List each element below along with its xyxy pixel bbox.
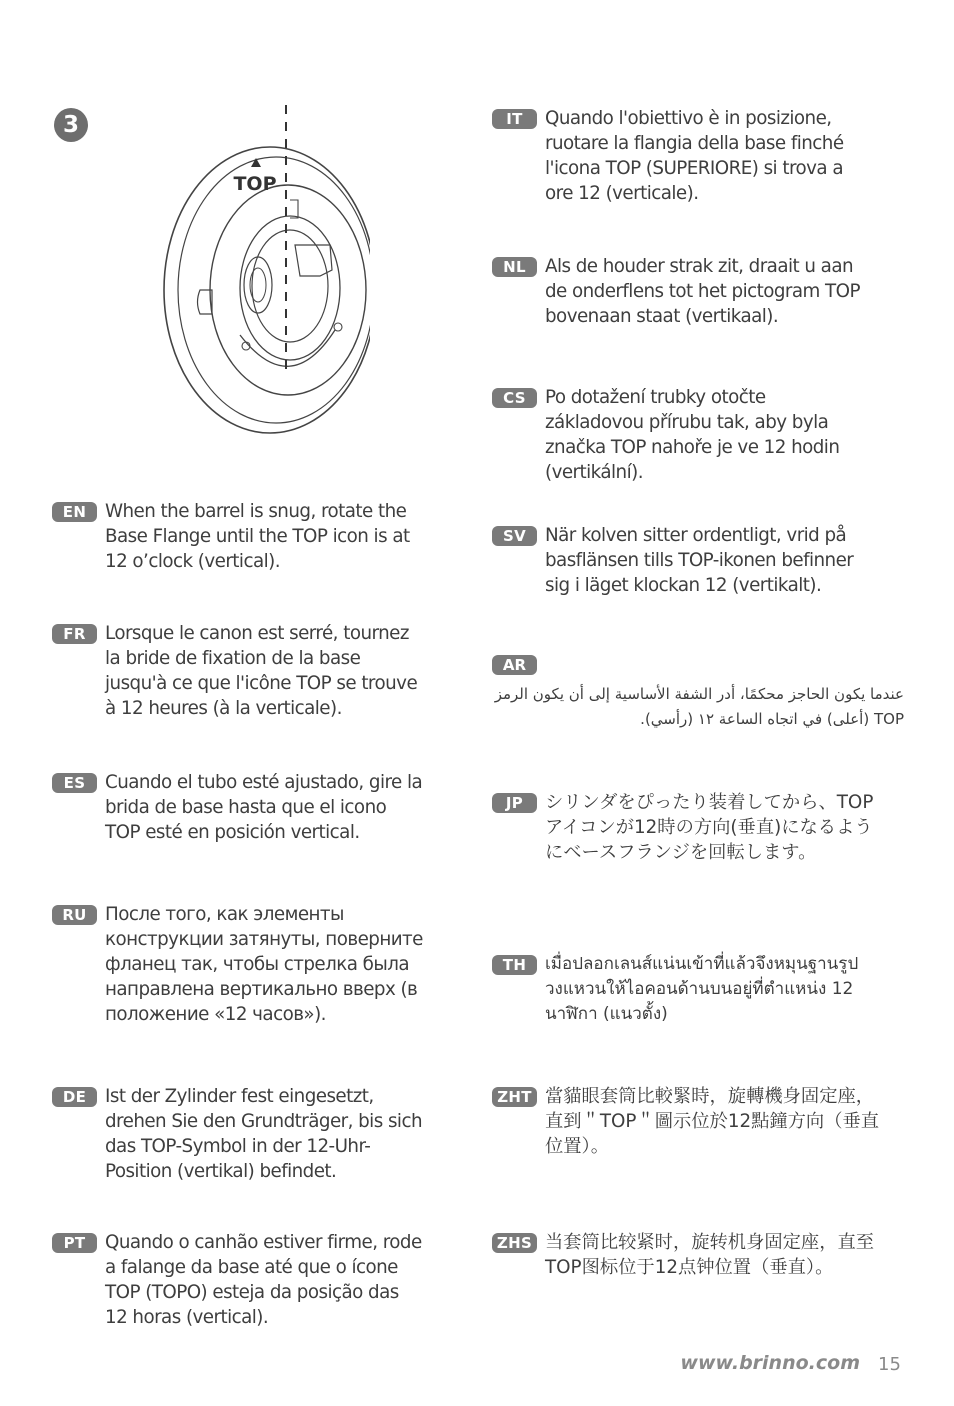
entry-text-es: Cuando el tubo esté ajustado, gire la brida de base hasta que el icono TOP esté en posición vertical.	[105, 772, 423, 843]
entry-text-en: When the barrel is snug, rotate the Base Flange until the TOP icon is at 12 o’clock (vertical).	[105, 501, 410, 572]
entry-de	[52, 1084, 424, 1184]
lang-badge-ar: AR	[492, 655, 537, 675]
lang-badge-nl: NL	[492, 257, 537, 277]
entry-pt	[52, 1230, 424, 1330]
entry-text-nl: Als de houder strak zit, draait u aan de onderflens tot het pictogram TOP bovenaan staat (vertikaal).	[545, 256, 860, 327]
entry-fr	[52, 621, 424, 721]
lang-badge-ru: RU	[52, 905, 97, 925]
entry-zht	[492, 1084, 880, 1159]
footer-url: www.brinno.com	[680, 1352, 860, 1374]
entry-text-jp: シリンダをぴったり装着してから、TOPアイコンが12時の方向(垂直)になるようにベースフランジを回転します。	[545, 792, 874, 863]
entry-text-ar: عندما يكون الحاجز محكمًا، أدر الشفة الأساسية إلى أن يكون الرمز TOP (أعلى) في اتجاه الساعة ١٢ (رأسي).	[494, 685, 904, 728]
entry-text-th: เมื่อปลอกเลนส์แน่นเข้าที่แล้วจึงหมุนฐานรูปวงแหวนให้ไอคอนด้านบนอยู่ที่ตำแหน่ง 12 นาฬิกา (แนวตั้ง)	[545, 954, 859, 1024]
entry-zhs	[492, 1230, 875, 1280]
entry-en	[52, 499, 424, 574]
entry-text-zht: 當貓眼套筒比較緊時，旋轉機身固定座，直到＂TOP＂圖示位於12點鐘方向（垂直位置）。	[545, 1086, 880, 1157]
lang-badge-sv: SV	[492, 526, 537, 546]
lang-badge-cs: CS	[492, 388, 537, 408]
lang-badge-en: EN	[52, 502, 97, 522]
page-number: 15	[878, 1354, 901, 1375]
entry-text-fr: Lorsque le canon est serré, tournez la bride de fixation de la base jusqu'à ce que l'icône TOP se trouve à 12 heures (à la verticale).	[105, 623, 418, 719]
step-number-badge: 3	[54, 108, 88, 142]
lang-badge-zhs: ZHS	[492, 1233, 537, 1253]
entry-jp	[492, 790, 874, 865]
base-flange-top-rotation-icon	[150, 100, 370, 440]
entry-ru	[52, 902, 424, 1027]
entry-it	[492, 106, 864, 206]
entry-text-pt: Quando o canhão estiver firme, rode a falange da base até que o ícone TOP (TOPO) esteja da posição das 12 horas (vertical).	[105, 1232, 422, 1328]
lang-badge-pt: PT	[52, 1233, 97, 1253]
top-label: TOP	[233, 173, 277, 195]
entry-text-ru: После того, как элементы конструкции затянуты, поверните фланец так, чтобы стрелка была направлена вертикально вверх (в положение «12 часов»).	[105, 904, 423, 1025]
lang-badge-it: IT	[492, 109, 537, 129]
entry-text-cs: Po dotažení trubky otočte základovou přírubu tak, aby byla značka TOP nahoře je ve 12 hodin (vertikální).	[545, 387, 840, 483]
entry-text-zhs: 当套筒比较紧时，旋转机身固定座，直至TOP图标位于12点钟位置（垂直）。	[545, 1232, 875, 1278]
entry-sv	[492, 523, 864, 598]
entry-text-de: Ist der Zylinder fest eingesetzt, drehen Sie den Grundträger, bis sich das TOP-Symbol in der 12-Uhr-Position (vertikal) befindet.	[105, 1086, 422, 1182]
lang-badge-es: ES	[52, 773, 97, 793]
lang-badge-zht: ZHT	[492, 1087, 537, 1107]
entry-text-it: Quando l'obiettivo è in posizione, ruotare la flangia della base finché l'icona TOP (SUPERIORE) si trova a ore 12 (verticale).	[545, 108, 844, 204]
entry-text-sv: När kolven sitter ordentligt, vrid på basflänsen tills TOP-ikonen befinner sig i läget klockan 12 (vertikalt).	[545, 525, 854, 596]
entry-cs	[492, 385, 864, 485]
lang-badge-jp: JP	[492, 793, 537, 813]
lang-badge-th: TH	[492, 955, 537, 975]
entry-nl	[492, 254, 864, 329]
lang-badge-de: DE	[52, 1087, 97, 1107]
lang-badge-fr: FR	[52, 624, 97, 644]
entry-th	[492, 952, 864, 1027]
entry-es	[52, 770, 424, 845]
